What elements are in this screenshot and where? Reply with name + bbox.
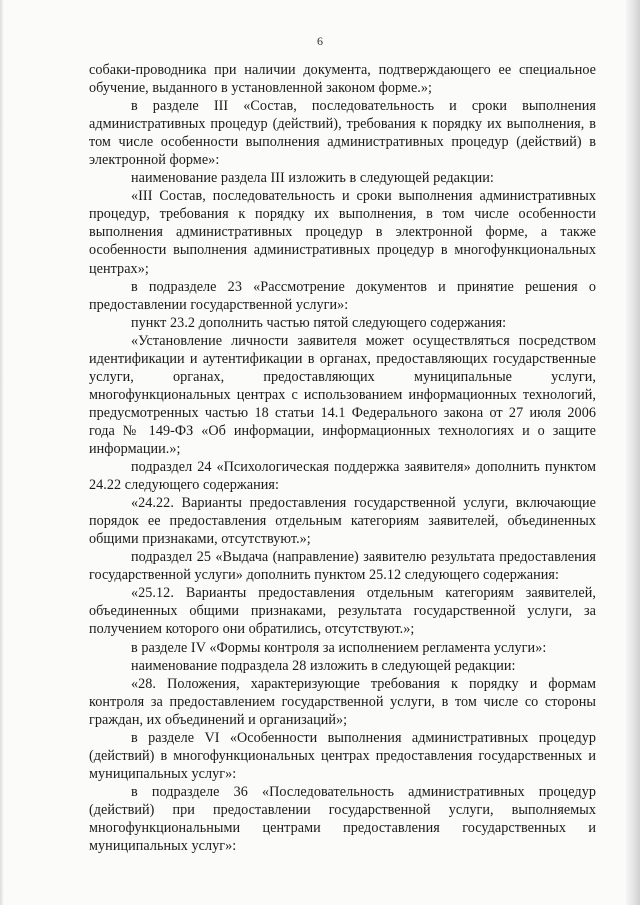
paragraph: «28. Положения, характеризующие требования к порядку и формам контроля за предоставлением государственной услуги, в том числе со стороны граждан, их объединений и организаций»; (89, 675, 596, 728)
paragraph: собаки-проводника при наличии документа, подтверждающего ее специальное обучение, выданного в установленной законом форме.»; (89, 62, 596, 97)
paragraph: в подразделе 36 «Последовательность административных процедур (действий) при предоставлении государственной услуги, выполняемых многофункциональными центрами предоставления государственных и муниципальных услуг»: (89, 783, 596, 855)
scan-left-edge (0, 0, 4, 905)
paragraph: подраздел 25 «Выдача (направление) заявителю результата предоставления государственной услуги» дополнить пунктом 25.12 следующего содержания: (89, 549, 596, 584)
paragraph: пункт 23.2 дополнить частью пятой следующего содержания: (131, 314, 507, 331)
paragraph: в разделе IV «Формы контроля за исполнением регламента услуги»: (131, 639, 547, 656)
page-number: 6 (317, 34, 323, 48)
paragraph: в подразделе 23 «Рассмотрение документов и принятие решения о предоставлении государственной услуги»: (89, 278, 596, 313)
document-body (89, 61, 596, 855)
paragraph: «24.22. Варианты предоставления государственной услуги, включающие порядок ее предоставления отдельным категориям заявителей, объединенных общими признаками, отсутствуют.»; (89, 495, 596, 548)
paragraph: в разделе VI «Особенности выполнения административных процедур (действий) в многофункциональных центрах предоставления государственных и муниципальных услуг»: (89, 729, 596, 782)
paragraph: подраздел 24 «Психологическая поддержка заявителя» дополнить пунктом 24.22 следующего содержания: (89, 459, 596, 494)
paragraph: наименование раздела III изложить в следующей редакции: (131, 170, 494, 187)
paragraph: «Установление личности заявителя может осуществляться посредством идентификации и аутентификации в органах, предоставляющих государственные услуги, органах, предоставляющих муниципальные услуги, многофункциональных центрах с использованием информационных технологий, предусмотренных частью 18 статьи 14.1 Федерального закона от 27 июля 2006 года № 149-ФЗ «Об информации, информационных технологиях и о защите информации.»; (89, 332, 596, 457)
scan-right-edge (626, 0, 640, 905)
paragraph: «III Состав, последовательность и сроки выполнения административных процедур, требования к порядку их выполнения, в том числе особенности выполнения административных процедур в электронной форме, а также особенности выполнения административных процедур в многофункциональных центрах»; (89, 188, 596, 277)
paragraph: «25.12. Варианты предоставления отдельным категориям заявителей, объединенных общими признаками, результата государственной услуги, за получением которого они обратились, отсутствуют.»; (89, 585, 596, 638)
paragraph: в разделе III «Состав, последовательность и сроки выполнения административных процедур (действий), требования к порядку их выполнения, в том числе особенности выполнения административных процедур (действий) в электронной форме»: (89, 98, 596, 169)
paragraph: наименование подраздела 28 изложить в следующей редакции: (131, 657, 516, 674)
